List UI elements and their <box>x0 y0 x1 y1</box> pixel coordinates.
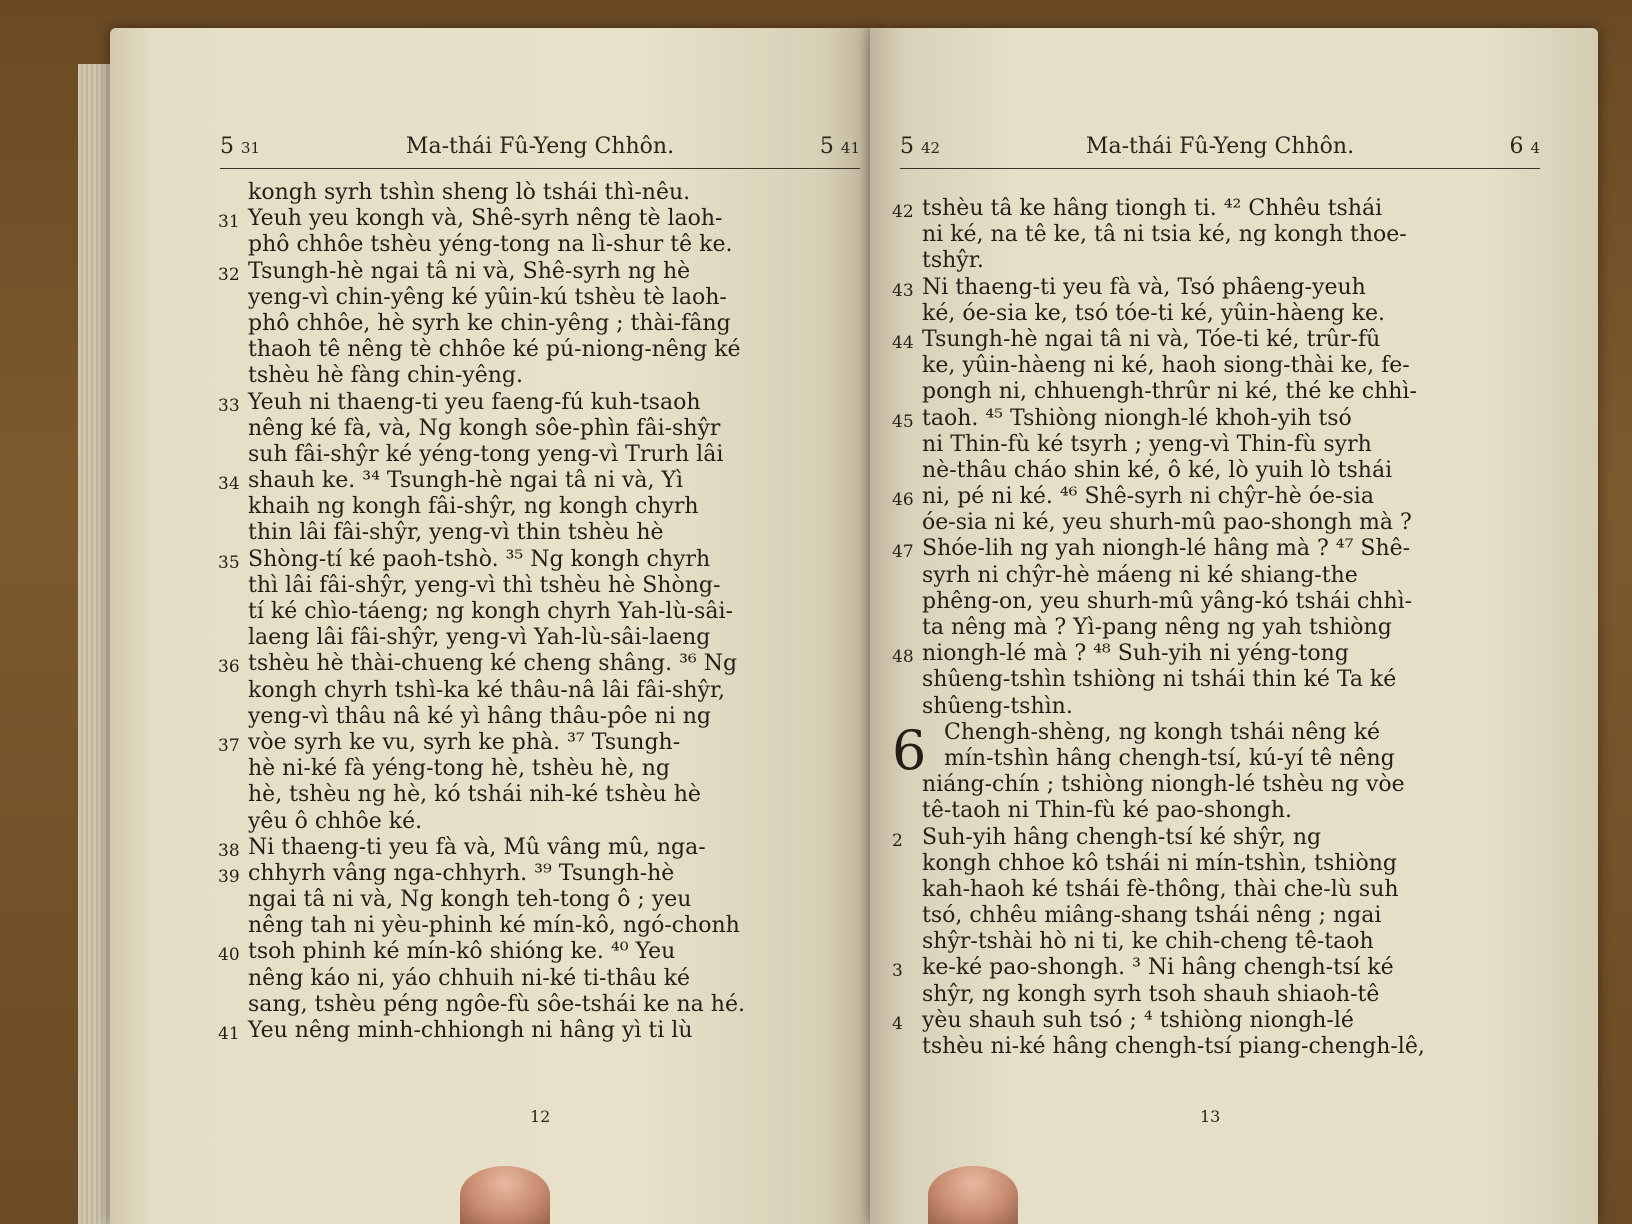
verse-number: 35 <box>218 552 240 573</box>
right-header-ref-end: 6 <box>1509 134 1524 159</box>
text-line <box>892 379 1512 405</box>
text-line <box>892 772 1512 798</box>
chapter-block <box>892 720 1512 1060</box>
text-line <box>218 730 863 756</box>
line-text: nêng káo ni, yáo chhuih ni-ké ti-thâu ké <box>248 965 691 991</box>
line-text: tshèu tâ ke hâng tiongh ti. ⁴² Chhêu tshái <box>922 196 1383 221</box>
verse-number: 34 <box>218 474 240 495</box>
line-text: suh fâi-shŷr ké yéng-tong yeng-vì Trurh lâi <box>248 441 724 467</box>
line-text: Yeu nêng minh-chhiongh ni hâng yì ti lù <box>248 1018 693 1043</box>
line-text: Tsungh-hè ngai tâ ni và, Shê-syrh ng hè <box>248 258 691 284</box>
right-thumb <box>928 1166 1018 1224</box>
line-text: ngai tâ ni và, Ng kongh teh-tong ô ; yeu <box>248 887 692 913</box>
text-line <box>218 468 863 494</box>
verse-number: 44 <box>892 332 914 353</box>
text-line <box>892 301 1512 327</box>
line-text: Suh-yih hâng chengh-tsí ké shŷr, ng <box>922 824 1322 850</box>
left-page <box>110 28 870 1224</box>
line-text: taoh. ⁴⁵ Tshiòng niongh-lé khoh-yih tsó <box>922 405 1352 431</box>
line-text: niongh-lé mà ? ⁴⁸ Suh-yih ni yéng-tong <box>922 641 1349 667</box>
line-text: ke, yûin-hàeng ni ké, haoh siong-thài ke, fe- <box>922 353 1410 379</box>
text-line <box>218 363 863 389</box>
line-text: Shòng-tí ké paoh-tshò. ³⁵ Ng kongh chyrh <box>248 546 711 572</box>
verse-number: 40 <box>218 945 240 966</box>
verse-number: 2 <box>892 830 903 851</box>
text-line <box>218 390 863 416</box>
left-running-header <box>220 128 860 169</box>
line-text: Tsungh-hè ngai tâ ni và, Tóe-ti ké, trûr-fû <box>922 326 1381 352</box>
line-text: óe-sia ni ké, yeu shurh-mû pao-shongh mà ? <box>922 510 1412 536</box>
right-page <box>870 28 1598 1224</box>
right-header-ref-sub: 42 <box>921 139 941 157</box>
text-line <box>218 206 863 232</box>
line-text: phô chhôe, hè syrh ke chin-yêng ; thài-fâng <box>248 310 731 336</box>
text-line <box>218 311 863 337</box>
line-text: kongh chhoe kô tshái ni mín-tshìn, tshiòng <box>922 850 1397 876</box>
right-header-title: Ma-thái Fû-Yeng Chhôn. <box>1085 134 1355 159</box>
text-line <box>218 756 863 782</box>
line-text: yeng-vì chin-yêng ké yûin-kú tshèu tè laoh- <box>248 284 727 310</box>
line-text: thaoh tê nêng tè chhôe ké pú-niong-nêng ké <box>248 337 741 363</box>
line-text: Ni thaeng-ti yeu fà và, Tsó phâeng-yeuh <box>922 274 1366 300</box>
verse-number: 39 <box>218 866 240 887</box>
line-text: ke-ké pao-shongh. ³ Ni hâng chengh-tsí ké <box>922 955 1394 981</box>
verse-number: 37 <box>218 735 240 756</box>
line-text: tsó, chhêu miâng-shang tshái nêng ; ngai <box>922 903 1382 929</box>
right-page-text <box>892 196 1512 1060</box>
line-text: niáng-chín ; tshiòng niongh-lé tshèu ng vòe <box>922 772 1405 798</box>
line-text: shûeng-tshìn tshiòng ni tshái thin ké Ta ké <box>922 667 1397 693</box>
text-line <box>892 458 1512 484</box>
line-text: ni, pé ni ké. ⁴⁶ Shê-syrh ni chŷr-hè óe-sia <box>922 484 1374 510</box>
line-text: hè, tshèu ng hè, kó tshái nih-ké tshèu hè <box>248 782 701 808</box>
line-text: Shóe-lih ng yah niongh-lé hâng mà ? ⁴⁷ Shê- <box>922 536 1411 562</box>
text-line <box>218 809 863 835</box>
text-line <box>892 327 1512 353</box>
text-line <box>892 615 1512 641</box>
line-text: yèu shauh suh tsó ; ⁴ tshiòng niongh-lé <box>922 1007 1354 1033</box>
open-book <box>78 28 1618 1224</box>
text-line <box>218 416 863 442</box>
text-line <box>218 678 863 704</box>
text-line <box>892 432 1512 458</box>
line-text: ni ké, na tê ke, tâ ni tsia ké, ng kongh thoe- <box>922 222 1407 248</box>
line-text: thì lâi fâi-shŷr, yeng-vì thì tshèu hè Shòng- <box>248 572 721 598</box>
text-line <box>218 180 863 206</box>
line-text: yeng-vì thâu nâ ké yì hâng thâu-pôe ni ng <box>248 703 712 729</box>
verse-number: 3 <box>892 961 903 982</box>
text-line <box>218 285 863 311</box>
line-text: kah-haoh ké tshái fè-thông, thài che-lù suh <box>922 876 1399 902</box>
line-text: phô chhôe tshèu yéng-tong na lì-shur tê ke. <box>248 232 733 258</box>
text-line <box>218 573 863 599</box>
text-line <box>218 337 863 363</box>
line-text: shauh ke. ³⁴ Tsungh-hè ngai tâ ni và, Yì <box>248 468 684 494</box>
text-line <box>892 484 1512 510</box>
line-text: Chengh-shèng, ng kongh tshái nêng ké <box>944 719 1381 745</box>
text-line <box>218 966 863 992</box>
text-line <box>218 913 863 939</box>
text-line <box>218 547 863 573</box>
verse-number: 4 <box>892 1013 903 1034</box>
text-line <box>218 599 863 625</box>
line-text: ni Thin-fù ké tsyrh ; yeng-vì Thin-fù syrh <box>922 431 1372 457</box>
text-line <box>218 782 863 808</box>
text-line <box>218 442 863 468</box>
line-text: vòe syrh ke vu, syrh ke phà. ³⁷ Tsungh- <box>248 729 681 755</box>
left-header-ref-end-sub: 41 <box>840 139 860 157</box>
text-line <box>892 798 1512 824</box>
left-page-number: 12 <box>530 1107 551 1126</box>
text-line <box>892 353 1512 379</box>
line-text: shŷr-tshài hò ni ti, ke chih-cheng tê-taoh <box>922 929 1374 955</box>
right-header-ref-end-sub: 4 <box>1530 139 1540 157</box>
line-text: nè-thâu cháo shin ké, ô ké, lò yuih lò tshái <box>922 457 1393 483</box>
text-line <box>892 877 1512 903</box>
left-header-ref: 5 <box>220 134 234 159</box>
line-text: Yeuh yeu kongh và, Shê-syrh nêng tè laoh- <box>248 206 723 232</box>
line-text: tshèu ni-ké hâng chengh-tsí piang-chengh-lê, <box>922 1034 1425 1059</box>
text-line <box>218 520 863 546</box>
right-page-number: 13 <box>1200 1107 1221 1126</box>
line-text: khaih ng kongh fâi-shŷr, ng kongh chyrh <box>248 494 699 520</box>
text-line <box>218 494 863 520</box>
line-text: chhyrh vâng nga-chhyrh. ³⁹ Tsungh-hè <box>248 860 675 886</box>
text-line <box>892 536 1512 562</box>
verse-number: 38 <box>218 840 240 861</box>
text-line <box>218 1018 863 1044</box>
line-text: mín-tshìn hâng chengh-tsí, kú-yí tê nêng <box>944 745 1395 771</box>
text-line <box>892 667 1512 693</box>
text-line <box>218 835 863 861</box>
text-line <box>892 1034 1512 1060</box>
line-text: nêng tah ni yèu-phinh ké mín-kô, ngó-chonh <box>248 913 740 939</box>
text-line <box>892 275 1512 301</box>
line-text: kongh chyrh tshì-ka ké thâu-nâ lâi fâi-shŷr, <box>248 677 726 703</box>
verse-number: 45 <box>892 411 914 432</box>
line-text: tshèu hè fàng chin-yêng. <box>248 363 523 389</box>
line-text: nêng ké fà, và, Ng kongh sôe-phìn fâi-shŷr <box>248 415 721 441</box>
text-line <box>218 625 863 651</box>
text-line <box>892 248 1512 274</box>
text-line <box>892 955 1512 981</box>
text-line <box>892 982 1512 1008</box>
line-text: yêu ô chhôe ké. <box>248 808 423 834</box>
verse-number: 32 <box>218 264 240 285</box>
left-header-ref-sub: 31 <box>241 139 261 157</box>
line-text: tsoh phinh ké mín-kô shióng ke. ⁴⁰ Yeu <box>248 939 676 965</box>
text-line <box>892 406 1512 432</box>
line-text: kongh syrh tshìn sheng lò tshái thì-nêu. <box>248 180 691 205</box>
line-text: tshèu hè thài-chueng ké cheng shâng. ³⁶ Ng <box>248 651 738 677</box>
text-line <box>892 825 1512 851</box>
text-line <box>892 196 1512 222</box>
verse-number: 33 <box>218 395 240 416</box>
line-text: ké, óe-sia ke, tsó tóe-ti ké, yûin-hàeng ke. <box>922 300 1386 326</box>
verse-number: 31 <box>218 212 240 233</box>
text-line <box>218 232 863 258</box>
line-text: ta nêng mà ? Yì-pang nêng ng yah tshiòng <box>922 615 1392 640</box>
text-line <box>892 694 1512 720</box>
verse-number: 41 <box>218 1024 240 1044</box>
left-thumb <box>460 1166 550 1224</box>
line-text: tshŷr. <box>922 248 984 274</box>
verse-number: 46 <box>892 490 914 511</box>
verse-number: 43 <box>892 280 914 301</box>
text-line <box>892 641 1512 667</box>
left-header-title: Ma-thái Fû-Yeng Chhôn. <box>405 134 675 159</box>
text-line <box>218 887 863 913</box>
text-line <box>892 720 1512 746</box>
text-line <box>892 510 1512 536</box>
line-text: hè ni-ké fà yéng-tong hè, tshèu hè, ng <box>248 756 670 782</box>
text-line <box>892 589 1512 615</box>
text-line <box>892 222 1512 248</box>
text-line <box>892 1008 1512 1034</box>
text-line <box>892 746 1512 772</box>
verse-number: 48 <box>892 647 914 668</box>
line-text: shŷr, ng kongh syrh tsoh shauh shiaoh-tê <box>922 981 1380 1007</box>
line-text: Yeuh ni thaeng-ti yeu faeng-fú kuh-tsaoh <box>248 389 701 415</box>
text-line <box>892 563 1512 589</box>
verse-number: 36 <box>218 657 240 678</box>
line-text: shûeng-tshìn. <box>922 693 1073 719</box>
verse-number: 42 <box>892 202 914 222</box>
right-header-ref: 5 <box>900 134 914 159</box>
line-text: sang, tshèu péng ngôe-fù sôe-tshái ke na hé. <box>248 991 745 1017</box>
left-header-ref-end: 5 <box>819 134 834 159</box>
text-line <box>892 903 1512 929</box>
line-text: tí ké chìo-táeng; ng kongh chyrh Yah-lù-sâi- <box>248 599 733 624</box>
right-running-header <box>900 128 1540 169</box>
line-text: pongh ni, chhuengh-thrûr ni ké, thé ke chhì- <box>922 379 1417 405</box>
chapter-number: 6 <box>892 718 927 782</box>
text-line <box>218 704 863 730</box>
line-text: phêng-on, yeu shurh-mû yâng-kó tshái chhì- <box>922 588 1413 614</box>
text-line <box>892 851 1512 877</box>
left-page-text <box>218 180 863 1044</box>
text-line <box>218 861 863 887</box>
text-line <box>218 259 863 285</box>
line-text: thin lâi fâi-shŷr, yeng-vì thin tshèu hè <box>248 520 664 546</box>
line-text: tê-taoh ni Thin-fù ké pao-shongh. <box>922 798 1292 824</box>
line-text: syrh ni chŷr-hè máeng ni ké shiang-the <box>922 562 1358 588</box>
text-line <box>892 929 1512 955</box>
line-text: laeng lâi fâi-shŷr, yeng-vì Yah-lù-sâi-laeng <box>248 625 711 651</box>
verse-number: 47 <box>892 542 914 563</box>
text-line <box>218 992 863 1018</box>
text-line <box>218 939 863 965</box>
line-text: Ni thaeng-ti yeu fà và, Mû vâng mû, nga- <box>248 834 706 860</box>
text-line <box>218 651 863 677</box>
